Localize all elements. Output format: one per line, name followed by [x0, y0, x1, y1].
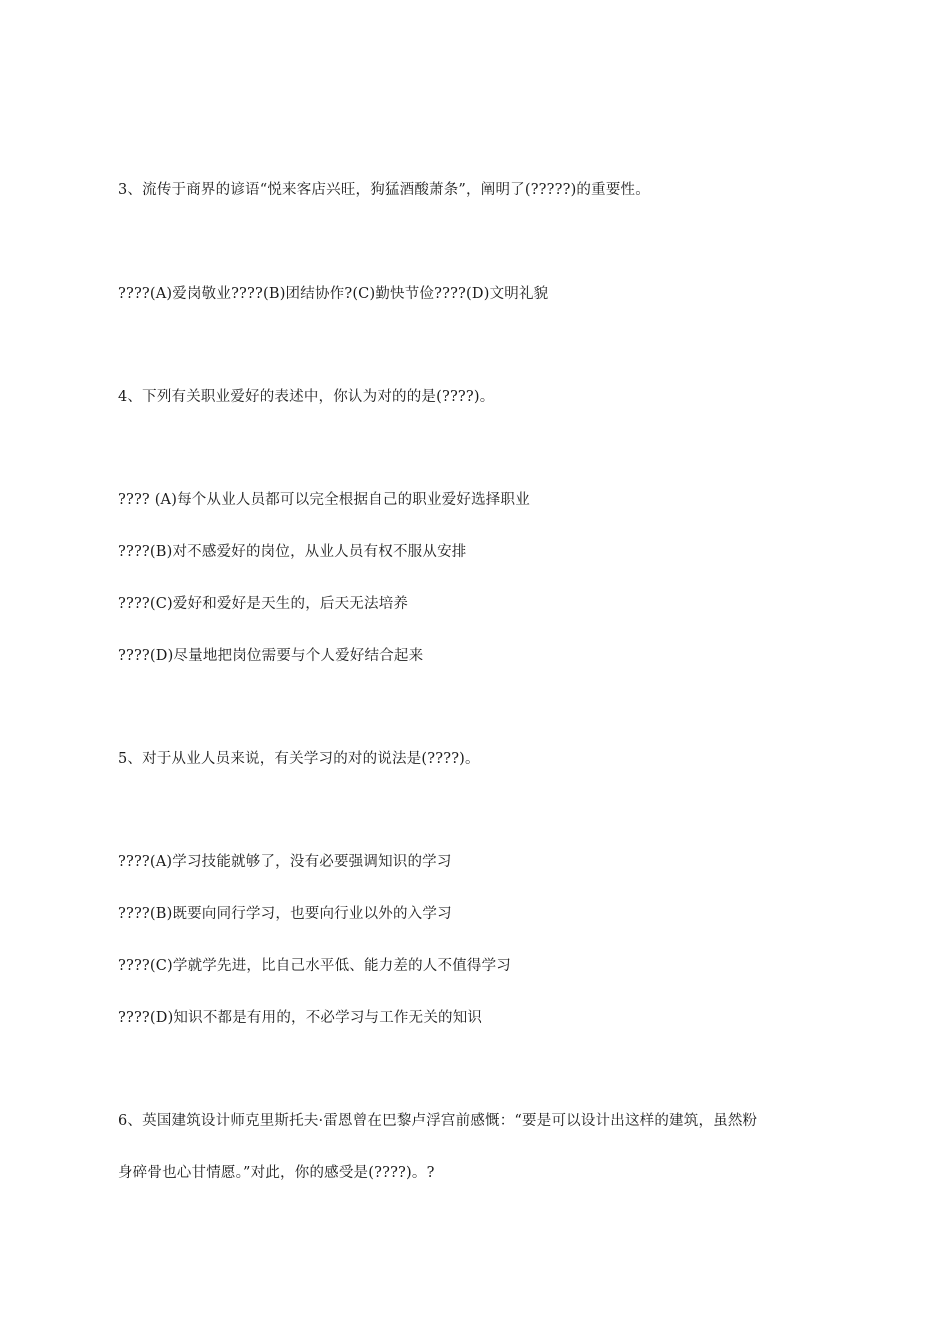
question-5-option-c: ????(C)学就学先进，比自己水平低、能力差的人不值得学习: [118, 958, 512, 974]
question-3-stem: 3、流传于商界的谚语“悦来客店兴旺，狗猛酒酸萧条”，阐明了(?????)的重要性。: [118, 182, 650, 198]
question-4-option-d: ????(D)尽量地把岗位需要与个人爱好结合起来: [118, 648, 424, 664]
question-5-option-d: ????(D)知识不都是有用的，不必学习与工作无关的知识: [118, 1010, 483, 1026]
question-5-option-a: ????(A)学习技能就够了，没有必要强调知识的学习: [118, 854, 452, 870]
question-4-stem: 4、下列有关职业爱好的表述中，你认为对的的是(????)。: [118, 389, 495, 405]
question-6-stem-line-1: 6、英国建筑设计师克里斯托夫·雷恩曾在巴黎卢浮宫前感慨：“要是可以设计出这样的建筑，虽然粉: [118, 1113, 758, 1129]
question-4-option-c: ????(C)爱好和爱好是天生的，后天无法培养: [118, 596, 409, 612]
question-3-options: ????(A)爱岗敬业????(B)团结协作?(C)勤快节俭????(D)文明礼貌: [118, 286, 549, 302]
question-5-stem: 5、对于从业人员来说，有关学习的对的说法是(????)。: [118, 751, 480, 767]
question-4-option-a: ???? (A)每个从业人员都可以完全根据自己的职业爱好选择职业: [118, 492, 530, 508]
question-4-option-b: ????(B)对不感爱好的岗位，从业人员有权不服从安排: [118, 544, 467, 560]
question-6-stem-line-2: 身碎骨也心甘情愿。”对此，你的感受是(????)。?: [118, 1165, 435, 1181]
question-5-option-b: ????(B)既要向同行学习，也要向行业以外的入学习: [118, 906, 452, 922]
